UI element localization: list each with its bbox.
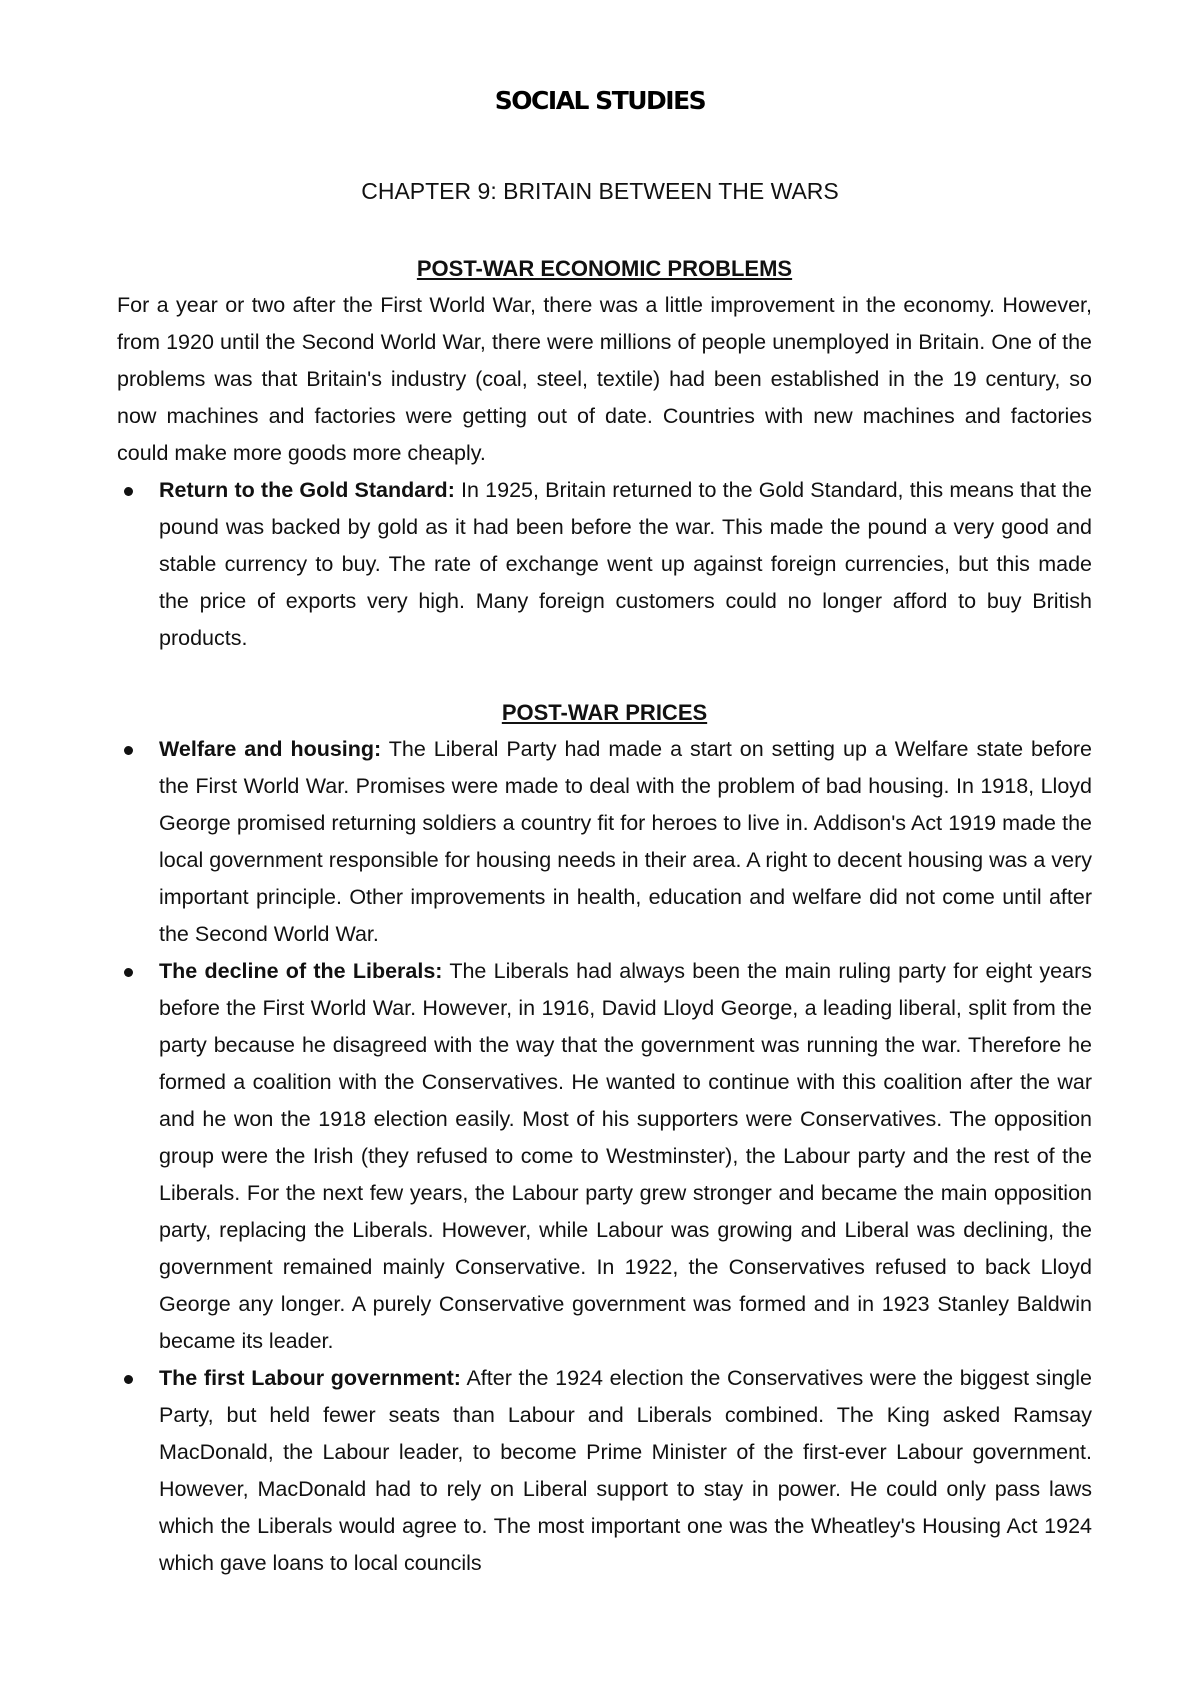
- bullet-icon: [124, 487, 133, 496]
- bullet-term: Welfare and housing:: [159, 737, 382, 761]
- section-heading: POST-WAR PRICES: [501, 700, 708, 725]
- bullet-term: The first Labour government:: [159, 1366, 461, 1390]
- intro-paragraph: For a year or two after the First World War, there was a little improvement in the economy. However, from 1920 until the Second World War, there were millions of people unemployed in Britain. One of the problems was that Britain's industry (coal, steel, textile) had been established in the 19 century, so now machines and factories were getting out of date. Countries with new machines and factories could make more goods more cheaply.: [117, 293, 1092, 465]
- bullet-list: [117, 472, 1092, 657]
- section-heading: POST-WAR ECONOMIC PROBLEMS: [416, 256, 793, 281]
- bullet-text: After the 1924 election the Conservatives were the biggest single Party, but held fewer seats than Labour and Liberals combined. The King asked Ramsay MacDonald, the Labour leader, to become Prime Minister of the first-ever Labour government. However, MacDonald had to rely on Liberal support to stay in power. He could only pass laws which the Liberals would agree to. The most important one was the Wheatley's Housing Act 1924 which gave loans to local councils: [159, 1366, 1092, 1575]
- bullet-icon: [124, 746, 133, 755]
- bullet-term: Return to the Gold Standard:: [159, 478, 455, 502]
- bullet-text: In 1925, Britain returned to the Gold Standard, this means that the pound was backed by gold as it had been before the war. This made the pound a very good and stable currency to buy. The rate of exchange went up against foreign currencies, but this made the price of exports very high. Many foreign customers could no longer afford to buy British products.: [159, 478, 1092, 650]
- subject-title: SOCIAL STUDIES: [494, 86, 706, 115]
- bullet-icon: [124, 968, 133, 977]
- chapter-title: CHAPTER 9: BRITAIN BETWEEN THE WARS: [361, 178, 839, 204]
- bullet-icon: [124, 1375, 133, 1384]
- bullet-list: [117, 731, 1092, 1582]
- bullet-text: The Liberal Party had made a start on setting up a Welfare state before the First World War. Promises were made to deal with the problem of bad housing. In 1918, Lloyd George promised returning soldiers a country fit for heroes to live in. Addison's Act 1919 made the local government responsible for housing needs in their area. A right to decent housing was a very important principle. Other improvements in health, education and welfare did not come until after the Second World War.: [159, 737, 1093, 946]
- list-item: [117, 731, 1092, 953]
- section-economic-problems: [117, 250, 1092, 657]
- list-item: [117, 953, 1092, 1360]
- section-post-war-prices: [117, 694, 1092, 1582]
- bullet-text: The Liberals had always been the main ruling party for eight years before the First World War. However, in 1916, David Lloyd George, a leading liberal, split from the party because he disagreed with the way that the government was running the war. Therefore he formed a coalition with the Conservatives. He wanted to continue with this coalition after the war and he won the 1918 election easily. Most of his supporters were Conservatives. The opposition group were the Irish (they refused to come to Westminster), the Labour party and the rest of the Liberals. For the next few years, the Labour party grew stronger and became the main opposition party, replacing the Liberals. However, while Labour was growing and Liberal was declining, the government remained mainly Conservative. In 1922, the Conservatives refused to back Lloyd George any longer. A purely Conservative government was formed and in 1923 Stanley Baldwin became its leader.: [159, 959, 1092, 1353]
- section-spacer: [117, 657, 1092, 694]
- list-item: [117, 1360, 1092, 1582]
- list-item: [117, 472, 1092, 657]
- bullet-term: The decline of the Liberals:: [159, 959, 443, 983]
- document-body: [117, 250, 1092, 1582]
